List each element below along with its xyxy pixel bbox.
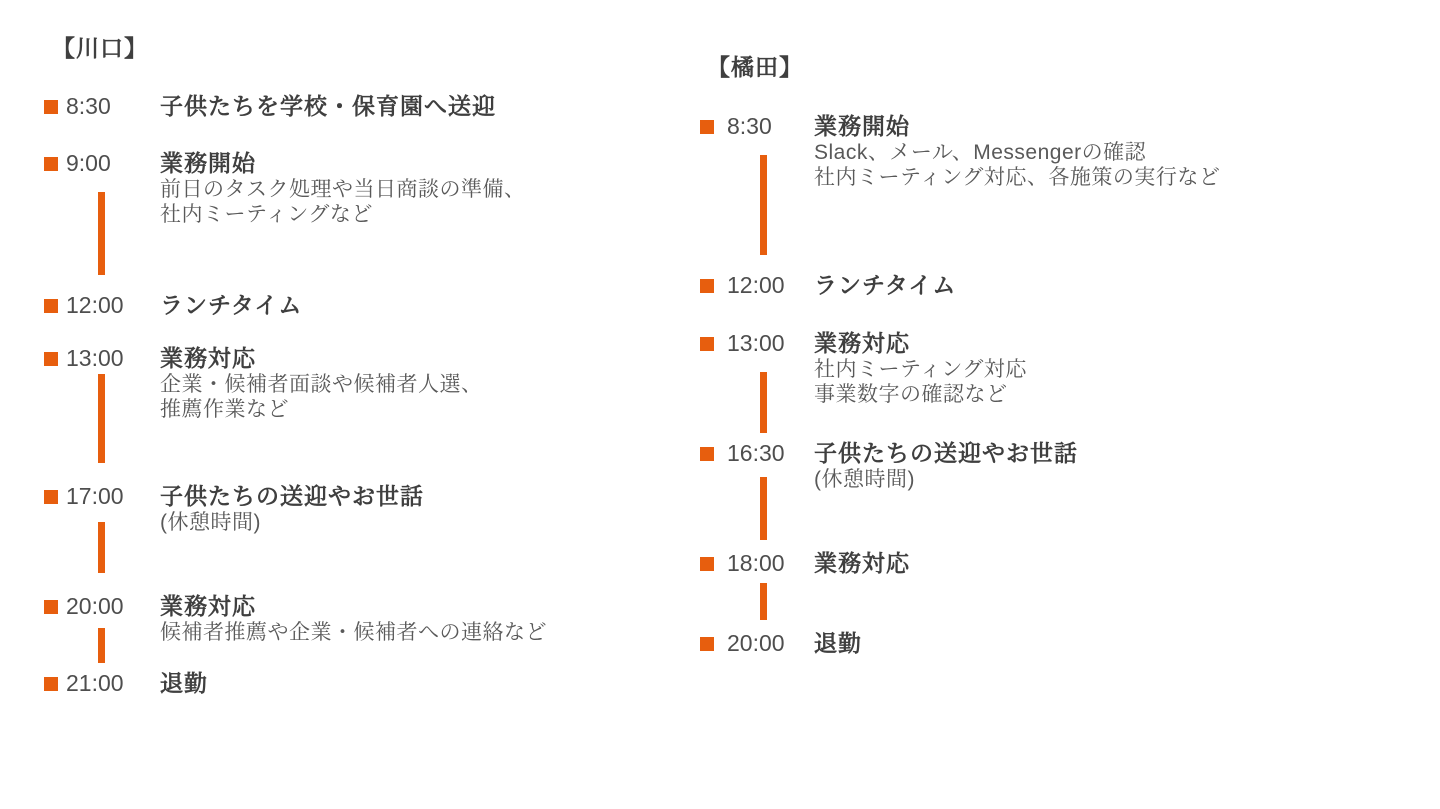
timeline-connector	[98, 374, 105, 463]
entry-time: 8:30	[727, 113, 772, 139]
schedule-entry	[700, 113, 1220, 190]
timeline-connector	[760, 155, 767, 255]
schedule-entry	[700, 440, 1078, 492]
bullet-square-icon	[44, 352, 58, 366]
entry-title: 子供たちの送迎やお世話	[814, 440, 1078, 466]
schedule-entry	[700, 272, 956, 299]
schedule-entry	[700, 330, 1027, 407]
schedule-entry	[44, 593, 547, 645]
entry-title: 退勤	[160, 670, 208, 696]
bullet-square-icon	[700, 120, 714, 134]
bullet-square-icon	[700, 557, 714, 571]
entry-title: 退勤	[814, 630, 862, 656]
bullet-square-icon	[700, 447, 714, 461]
bullet-square-icon	[44, 100, 58, 114]
entry-description: 企業・候補者面談や候補者人選、 推薦作業など	[160, 373, 483, 421]
entry-time: 13:00	[66, 345, 124, 371]
timeline-connector	[760, 372, 767, 433]
entry-description: 社内ミーティング対応 事業数字の確認など	[814, 358, 1027, 406]
timeline-connector	[760, 477, 767, 540]
entry-title: 業務開始	[814, 113, 910, 139]
bullet-square-icon	[700, 337, 714, 351]
entry-time: 9:00	[66, 150, 111, 176]
entry-title: 業務対応	[814, 550, 910, 576]
timeline-connector	[98, 192, 105, 275]
bullet-square-icon	[44, 490, 58, 504]
schedule-entry	[44, 345, 483, 422]
schedule-entry	[44, 670, 208, 697]
entry-description: (休憩時間)	[160, 511, 261, 534]
bullet-square-icon	[700, 637, 714, 651]
entry-title: 業務開始	[160, 150, 256, 176]
entry-time: 13:00	[727, 330, 785, 356]
column-header-kitsuda: 【橘田】	[707, 54, 803, 80]
entry-time: 20:00	[727, 630, 785, 656]
entry-time: 18:00	[727, 550, 785, 576]
entry-description: Slack、メール、Messengerの確認 社内ミーティング対応、各施策の実行など	[814, 141, 1221, 189]
entry-title: 子供たちの送迎やお世話	[160, 483, 424, 509]
entry-time: 16:30	[727, 440, 785, 466]
entry-title: ランチタイム	[160, 292, 303, 318]
entry-time: 17:00	[66, 483, 124, 509]
timeline-connector	[98, 522, 105, 573]
schedule-entry	[700, 630, 862, 657]
entry-description: 候補者推薦や企業・候補者への連絡など	[160, 621, 547, 644]
timeline-connector	[98, 628, 105, 663]
entry-title: 子供たちを学校・保育園へ送迎	[160, 93, 496, 119]
entry-time: 12:00	[66, 292, 124, 318]
bullet-square-icon	[44, 677, 58, 691]
schedule-entry	[44, 93, 496, 120]
schedule-entry	[44, 292, 302, 319]
bullet-square-icon	[44, 299, 58, 313]
column-header-kawaguchi: 【川口】	[52, 35, 148, 61]
schedule-entry	[44, 150, 526, 227]
entry-title: 業務対応	[160, 593, 256, 619]
entry-title: 業務対応	[160, 345, 256, 371]
entry-time: 12:00	[727, 272, 785, 298]
bullet-square-icon	[700, 279, 714, 293]
entry-time: 21:00	[66, 670, 124, 696]
entry-time: 8:30	[66, 93, 111, 119]
entry-description: 前日のタスク処理や当日商談の準備、 社内ミーティングなど	[160, 178, 526, 226]
entry-description: (休憩時間)	[814, 468, 915, 491]
timeline-connector	[760, 583, 767, 620]
schedule-entry	[700, 550, 910, 577]
bullet-square-icon	[44, 157, 58, 171]
entry-time: 20:00	[66, 593, 124, 619]
entry-title: ランチタイム	[814, 272, 957, 298]
bullet-square-icon	[44, 600, 58, 614]
entry-title: 業務対応	[814, 330, 910, 356]
